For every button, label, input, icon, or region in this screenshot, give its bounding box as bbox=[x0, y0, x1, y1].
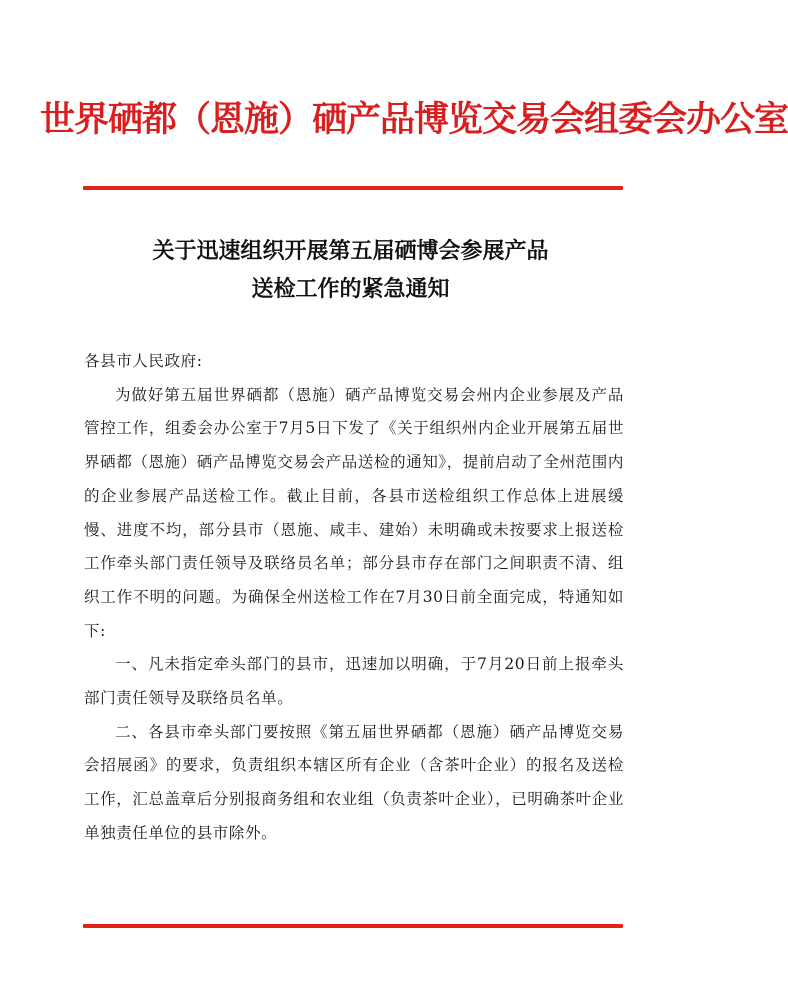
document-title-line-2: 送检工作的紧急通知 bbox=[251, 276, 450, 302]
body-paragraph-item-2: 二、各县市牵头部门要按照《第五届世界硒都（恩施）硒产品博览交易会招展函》的要求，负责组织本辖区所有企业（含茶叶企业）的报名及送检工作，汇总盖章后分别报商务组和农业组（负责茶叶企业），已明确茶叶企业单独责任单位的县市除外。 bbox=[84, 722, 624, 842]
body-paragraph-item-1: 一、凡未指定牵头部门的县市，迅速加以明确，于7月20日前上报牵头部门责任领导及联络员名单。 bbox=[84, 655, 624, 708]
organization-header: 世界硒都（恩施）硒产品博览交易会组委会办公室 bbox=[40, 100, 788, 140]
salutation: 各县市人民政府: bbox=[84, 352, 203, 370]
document-body bbox=[84, 345, 624, 851]
document-title-line-1: 关于迅速组织开展第五届硒博会参展产品 bbox=[152, 238, 549, 264]
body-paragraph-intro: 为做好第五届世界硒都（恩施）硒产品博览交易会州内企业参展及产品管控工作，组委会办公室于7月5日下发了《关于组织州内企业开展第五届世界硒都（恩施）硒产品博览交易会产品送检的通知》，提前启动了全州范围内的企业参展产品送检工作。截止目前，各县市送检组织工作总体上进展缓慢、进度不均，部分县市（恩施、咸丰、建始）未明确或未按要求上报送检工作牵头部门责任领导及联络员名单；部分县市存在部门之间职责不清、组织工作不明的问题。为确保全州送检工作在7月30日前全面完成，特通知如下: bbox=[84, 385, 624, 640]
header-red-rule bbox=[83, 186, 623, 190]
footer-red-rule bbox=[83, 924, 623, 928]
document-title bbox=[40, 232, 661, 308]
